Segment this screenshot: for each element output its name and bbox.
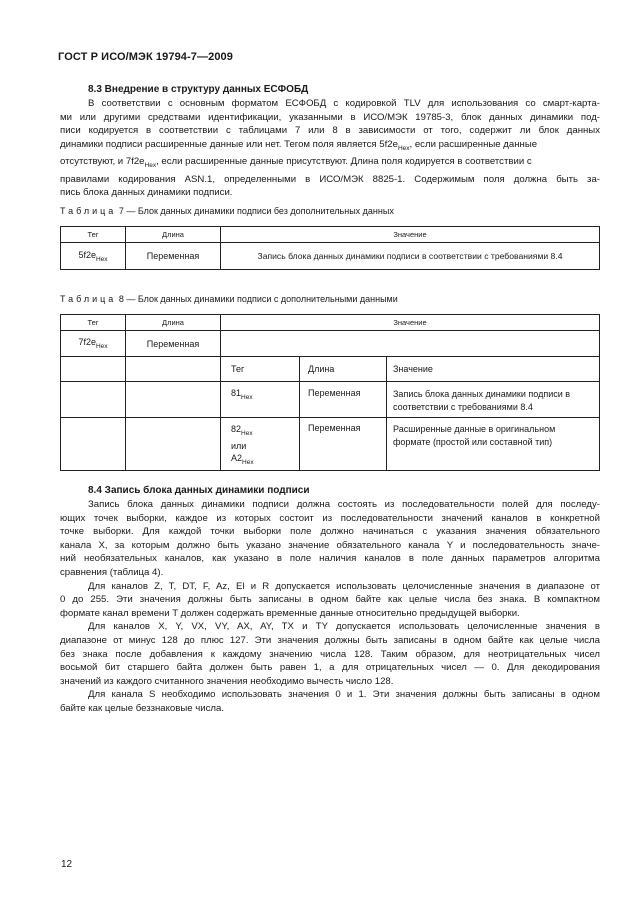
hex-subscript: Hex bbox=[95, 255, 108, 263]
text-line: Для каналов Z, T, DT, F, Az, El и R допускается использовать целочисленные значения в диапазоне от bbox=[88, 580, 600, 592]
caption-text: 7 — Блок данных динамики подписи без дополнительных данных bbox=[118, 206, 394, 216]
section-8-3-title: 8.3 Внедрение в структуру данных ЕСФОБД bbox=[88, 84, 309, 95]
text-line: канала X, за которым должно быть указано значение обязательного канала Y и последовательность значе- bbox=[60, 539, 600, 551]
text-line: точке выборки. Для каждой точки выборки поле должно начинаться с указания значения обязательного bbox=[60, 526, 600, 538]
hex-subscript: Hex bbox=[241, 429, 253, 437]
document-header: ГОСТ Р ИСО/МЭК 19794-7—2009 bbox=[58, 51, 233, 63]
table-7 bbox=[60, 226, 600, 270]
inner-cell-value bbox=[387, 418, 600, 471]
header-tag: Тег bbox=[61, 227, 126, 243]
inner-header-value: Значение bbox=[387, 357, 600, 382]
caption-text: 8 — Блок данных динамики подписи с дополнительными данными bbox=[118, 294, 398, 304]
text-line: 0 до 255. Эти значения должны быть записаны в одном байте как целые числа без знака. В компактном bbox=[60, 594, 600, 606]
text-line bbox=[60, 138, 600, 156]
hex-subscript: Hex bbox=[242, 458, 254, 466]
text-fragment: динамики подписи расширенные данные или нет. Тегом поля является 5f2e bbox=[60, 138, 398, 150]
text-line: Запись блока данных динамики подписи должна состоять из последовательности полей для последу- bbox=[88, 499, 600, 510]
table-8 bbox=[60, 314, 600, 471]
text-line: Для канала S необходимо использовать значения 0 и 1. Эти значения должны быть записаны в одном bbox=[88, 689, 600, 701]
text-line: пись блока данных динамики подписи. bbox=[60, 187, 233, 199]
cell-tag bbox=[61, 243, 126, 270]
value-line: соответствии с требованиями 8.4 bbox=[393, 402, 533, 412]
text-fragment: , если расширенные данные присутствуют. Длина поля кодируется в соответствии с bbox=[156, 156, 532, 168]
inner-header-length: Длина bbox=[300, 357, 387, 382]
text-line: сравнения (таблица 4). bbox=[60, 566, 164, 578]
inner-cell-tag bbox=[221, 382, 300, 418]
cell-value: Запись блока данных динамики подписи в соответствии с требованиями 8.4 bbox=[221, 243, 600, 270]
page-number: 12 bbox=[61, 859, 73, 870]
hex-subscript: Hex bbox=[95, 342, 108, 350]
text-line: байте как целые беззнаковые числа. bbox=[60, 702, 224, 714]
header-tag: Тег bbox=[61, 315, 126, 331]
caption-label: Таблица bbox=[60, 206, 117, 216]
text-line: диапазоне от минус 128 до плюс 127. Эти значения должны быть записаны в одном байте как целые числа bbox=[60, 634, 600, 646]
header-length: Длина bbox=[126, 315, 221, 331]
cell-tag bbox=[61, 331, 126, 357]
inner-cell-tag bbox=[221, 418, 300, 471]
caption-label: Таблица bbox=[60, 294, 117, 304]
cell-length: Переменная bbox=[126, 243, 221, 270]
cell-empty bbox=[61, 357, 126, 382]
text-line: ющих точек выборки, каждое из которых состоит из последовательности значений каналов в конкретной bbox=[60, 512, 600, 524]
cell-empty bbox=[126, 382, 221, 418]
inner-cell-value bbox=[387, 382, 600, 418]
text-fragment: , если расширенные данные bbox=[409, 138, 538, 150]
inner-header-tag: Тег bbox=[221, 357, 300, 382]
tag-text: 5f2e bbox=[78, 249, 96, 260]
value-line: формате (простой или составной тип) bbox=[393, 437, 553, 447]
section-8-3-body bbox=[60, 97, 600, 200]
text-line: формате канал времени T должен содержать временные данные относительно предыдущей выборки. bbox=[60, 607, 520, 619]
value-line: Запись блока данных динамики подписи в bbox=[393, 389, 571, 399]
cell-value-empty bbox=[221, 331, 600, 357]
header-value: Значение bbox=[221, 315, 600, 331]
text-line: ний необязательных каналов, как указано в поле наличия каналов в поле данных параметров алгоритма bbox=[60, 553, 600, 565]
cell-empty bbox=[126, 357, 221, 382]
cell-empty bbox=[61, 418, 126, 471]
header-length: Длина bbox=[126, 227, 221, 243]
text-line: В соответствии с основным форматом ЕСФОБД с кодировкой TLV для использования со смарт-карта- bbox=[88, 98, 600, 109]
tag-text: 82 bbox=[231, 424, 242, 434]
section-8-4-body bbox=[60, 498, 600, 716]
hex-subscript: Hex bbox=[241, 393, 253, 401]
or-text: или bbox=[231, 440, 247, 451]
tag-text: A2 bbox=[231, 452, 243, 463]
text-line: писи кодируется в соответствии с таблицами 7 или 8 в зависимости от того, содержит ли блок данных bbox=[60, 125, 600, 137]
text-line: восьмой бит старшего байта должен быть равен 1, а для отрицательных чисел — 0. Для декодирования bbox=[60, 662, 600, 674]
tag-text: 81 bbox=[231, 388, 242, 398]
text-line: ми или другими средствами идентификации, указанными в ИСО/МЭК 19785-3, блок данных динамики под- bbox=[60, 111, 600, 123]
text-line: правилами кодирования ASN.1, определенными в ИСО/МЭК 8825-1. Содержимым поля должна быть за- bbox=[60, 173, 600, 185]
inner-cell-length: Переменная bbox=[300, 382, 387, 418]
value-line: Расширенные данные в оригинальном bbox=[393, 424, 556, 434]
text-line bbox=[60, 155, 600, 173]
text-line: Для каналов X, Y, VX, VY, AX, AY, TX и TY допускается использовать целочисленные значения в bbox=[88, 621, 600, 633]
text-line: без знака после добавления к каждому значению числа 128. Таким образом, для неотрицательных чисел bbox=[60, 648, 600, 660]
table-8-caption bbox=[60, 294, 398, 304]
hex-subscript: Hex bbox=[397, 144, 410, 152]
table-7-caption bbox=[60, 206, 394, 216]
cell-empty bbox=[61, 382, 126, 418]
inner-cell-length: Переменная bbox=[300, 418, 387, 471]
cell-empty bbox=[126, 418, 221, 471]
tag-text: 7f2e bbox=[78, 337, 96, 348]
section-8-4-title: 8.4 Запись блока данных динамики подписи bbox=[88, 485, 310, 496]
cell-length: Переменная bbox=[126, 331, 221, 357]
header-value: Значение bbox=[221, 227, 600, 243]
text-line: значений из каждого считанного значения необходимо вычесть число 128. bbox=[60, 675, 394, 687]
text-fragment: отсутствуют, и 7f2e bbox=[60, 156, 145, 168]
hex-subscript: Hex bbox=[144, 162, 157, 170]
